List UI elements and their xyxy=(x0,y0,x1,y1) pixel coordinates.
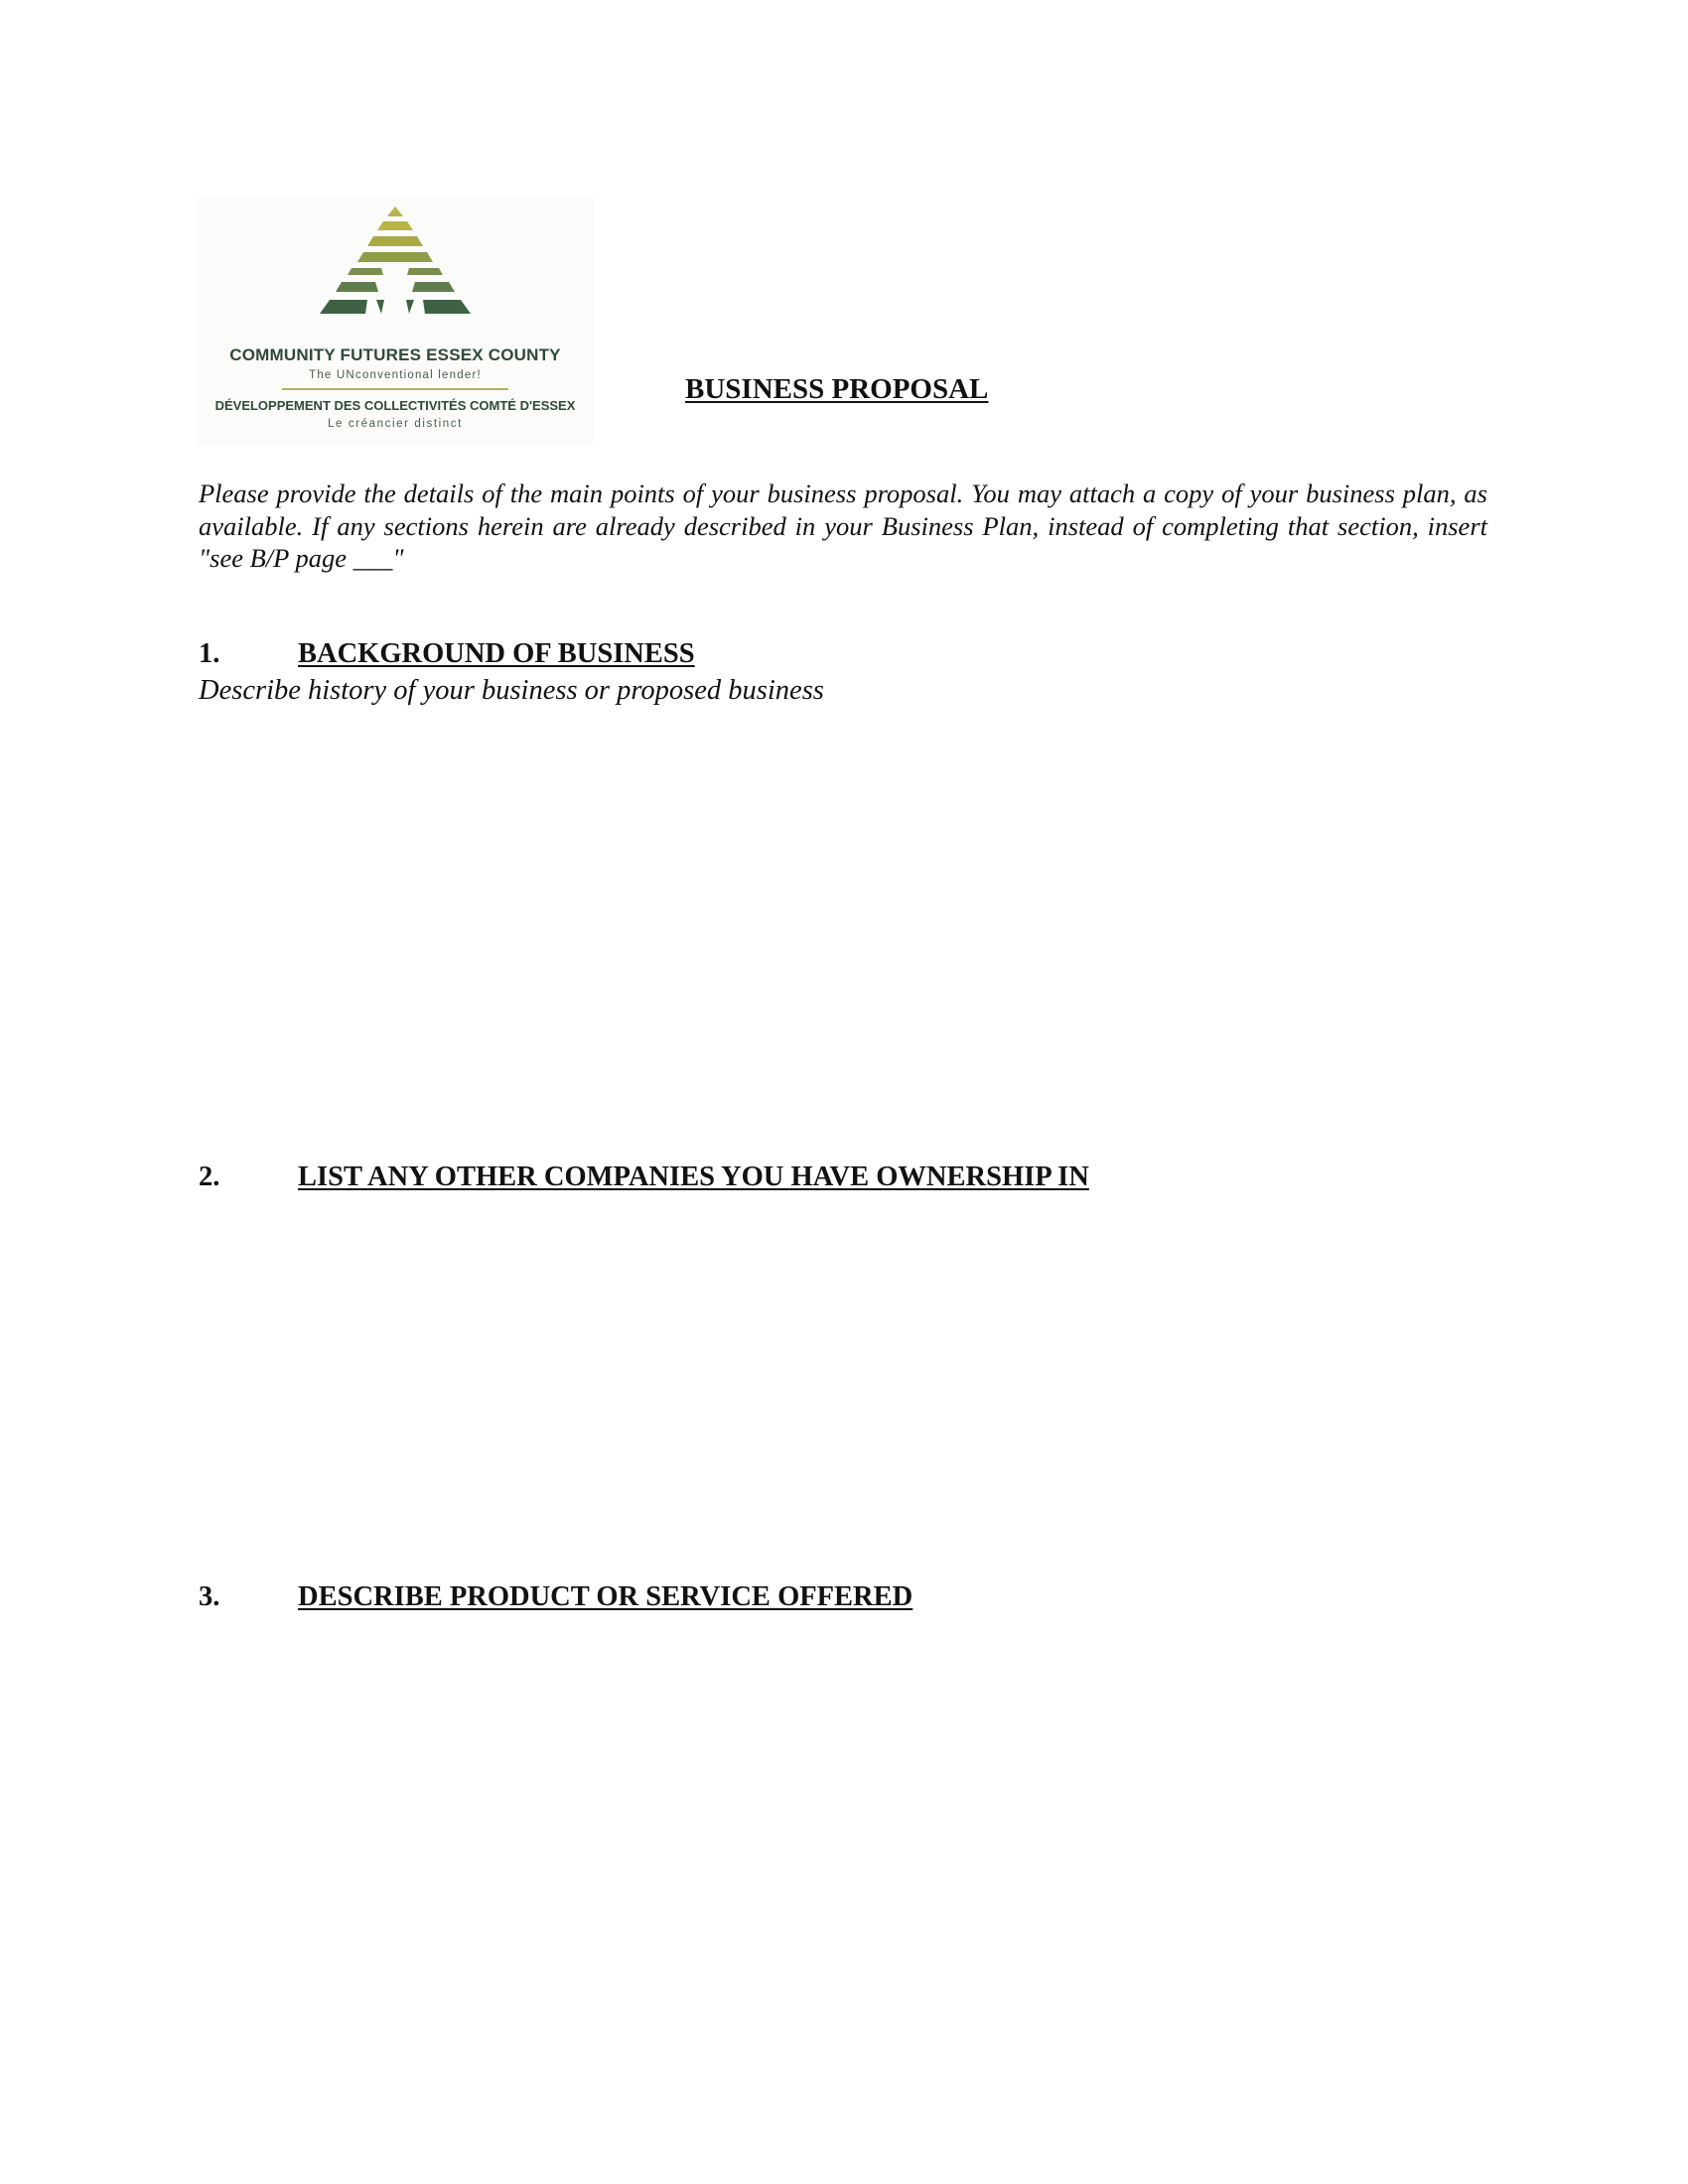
pyramid-emblem-icon xyxy=(197,197,594,345)
logo-tagline-en: The UNconventional lender! xyxy=(309,369,482,381)
section-title: BACKGROUND OF BUSINESS xyxy=(298,638,695,669)
section-number: 1. xyxy=(199,638,220,669)
intro-instructions: Please provide the details of the main points of your business proposal. You may attach a copy of your business plan, as available. If any sections herein are already described in your Business Plan, instead of completing that section, insert "see B/P page ___" xyxy=(199,478,1487,573)
section-number: 3. xyxy=(199,1581,220,1612)
section-title: DESCRIBE PRODUCT OR SERVICE OFFERED xyxy=(298,1581,914,1612)
logo-org-name-fr: DÉVELOPPEMENT DES COLLECTIVITÉS COMTÉ D'ESSEX xyxy=(214,398,576,413)
section-description: Describe history of your business or proposed business xyxy=(199,675,824,706)
logo-divider xyxy=(282,388,508,390)
logo-org-name-en: COMMUNITY FUTURES ESSEX COUNTY xyxy=(229,345,561,364)
section-title: LIST ANY OTHER COMPANIES YOU HAVE OWNERSHIP IN xyxy=(298,1161,1089,1192)
organization-logo xyxy=(197,197,594,445)
document-title: BUSINESS PROPOSAL xyxy=(685,373,989,405)
logo-tagline-fr: Le créancier distinct xyxy=(328,418,463,430)
section-number: 2. xyxy=(199,1161,220,1192)
